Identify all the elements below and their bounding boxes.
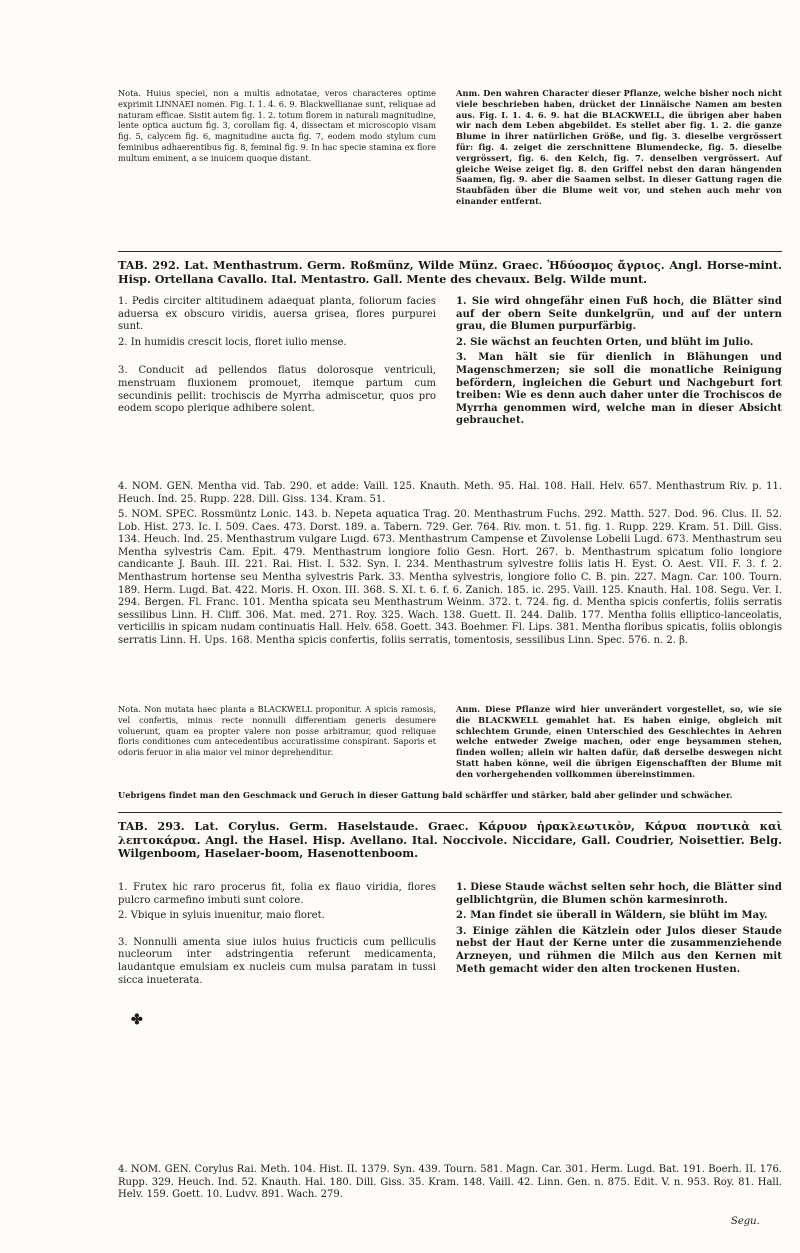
tab293-nom-gen [118, 1164, 782, 1202]
tab292-nom-spec-text: 5. NOM. SPEC. Rossmüntz Lonic. 143. b. Nepeta aquatica Trag. 20. Menthastrum Fuchs. 292. Matth. 527. Dod. 96. Clus. II. 52. Lob. Hist. 273. Ic. I. 509. Caes. 473. Dorst. 189. a. Tabern. 729. Ger. 764. Riv. mon. t. 51. fig. 1. Rupp. 229. Kram. 51. Dill. Giss. 134. Heuch. Ind. 25. Menthastrum vulgare Lugd. 673. Menthastrum Campense et Zuvolense Lobelii Lugd. 673. Menthastrum seu Mentha sylvestris Cam. Epit. 479. Menthastrum longiore folio Gesn. Hort. 267. b. Menthastrum spicatum folio longiore candicante J. Bauh. III. 221. Rai. Hist. I. 532. Syn. I. 234. Menthastrum sylvestre foliis latis H. Eyst. O. Aest. VII. F. 3. f. 2. Menthastrum hortense seu Mentha sylvestris Park. 33. Mentha sylvestris, longiore folio C. B. pin. 227. Magn. Car. 100. Tourn. 189. Herm. Lugd. Bat. 422. Moris. H. Oxon. III. 368. S. XI. t. 6. f. 6. Zanich. 185. ic. 295. Vaill. 125. Knauth. Hal. 108. Segu. Ver. I. 294. Bergen. Fl. Franc. 101. Mentha spicata seu Menthastrum Weinm. 372. t. 724. fig. d. Mentha spicis confertis, foliis serratis sessilibus Linn. H. Cliff. 306. Mat. med. 271. Roy. 325. Wach. 138. Guett. II. 244. Dalib. 177. Mentha foliis elliptico-lanceolatis, verticillis in spicam nudam continuatis Hall. Helv. 658. Goett. 343. Boehmer. Fl. Lips. 381. Mentha floribus spicatis, foliis oblongis serratis Linn. H. Ups. 168. Mentha spicis confertis, foliis serratis, tomentosis, sessilibus Linn. Spec. 576. n. 2. β. [118, 509, 782, 646]
tab293-german-item-1: 1. Diese Staude wächst selten sehr hoch, die Blätter sind gelblichtgrün, die Blumen schön karmesinroth. [456, 882, 782, 906]
tab293-german-item-2: 2. Man findet sie überall in Wäldern, sie blüht im May. [456, 910, 768, 922]
top-note-german [456, 88, 782, 207]
tab293-german-item-3: 3. Einige zählen die Kätzlein oder Julos dieser Staude nebst der Haut der Kerne unter die zusammenziehende Arzneyen, und rühmen die Milch aus den Kernen mit Meth gemacht wider den alten trockenen Husten. [456, 925, 782, 975]
tab293-german-column [456, 882, 782, 979]
tab292-german-item-2: 2. Sie wächst an feuchten Orten, und blüht im Julio. [456, 336, 754, 348]
tab292-header [118, 259, 782, 286]
tab292-nota-german-text: Anm. Diese Pflanze wird hier unverändert vorgestellet, so, wie sie die BLACKWELL gemahlet hat. Es haben einige, obgleich mit schlechtem Grunde, einen Unterschied des Geschlechtes in Aehren welche entweder Zweige machen, oder enge beysammen stehen, finden wollen; allein wir halten dafür, daß derselbe deswegen nicht Statt haben könne, weil die übrigen Eigenschafften der Blume mit den vorhergehenden vollkommen übereinstimmen. [456, 704, 782, 779]
tab292-nota-latin [118, 704, 436, 758]
tab293-latin-item-3: 3. Nonnulli amenta siue iulos huius fructicis cum pelliculis nucleorum inter adstringentia referunt medicamenta, laudantque emulsiam ex nucleis cum mulsa paratam in tussi sicca inueterata. [118, 936, 436, 986]
tab292-nom-gen [118, 481, 782, 506]
tab292-german-column [456, 296, 782, 431]
tab292-nota-tail-text: Uebrigens findet man den Geschmack und Geruch in dieser Gattung bald schärffer und stärker, bald aber gelinder und schwächer. [118, 790, 733, 800]
top-note-german-text: Anm. Den wahren Character dieser Pflanze, welche bisher noch nicht viele beschrieben haben, drücket der Linnäische Namen am besten aus. Fig. I. 1. 4. 6. 9. hat die BLACKWELL, die übrigen aber haben wir nach dem Leben abgebildet. Es stellet aber fig. 1. 2. die ganze Blume in ihrer natürlichen Größe, und fig. 3. dieselbe vergrössert für: fig. 4. zeiget die zerschnittene Blumendecke, fig. 5. dieselbe vergrössert, fig. 6. den Kelch, fig. 7. denselben vergrössert. Auf gleiche Weise zeiget fig. 8. den Griffel nebst den daran hängenden Saamen, fig. 9. aber die Saamen selbst. In dieser Gattung ragen die Staubfäden über die Blume weit vor, und stehen auch mehr von einander entfernt. [456, 88, 782, 206]
tab292-nom-gen-text: 4. NOM. GEN. Mentha vid. Tab. 290. et adde: Vaill. 125. Knauth. Meth. 95. Hal. 108. Hall. Helv. 657. Menthastrum Riv. p. 11. Heuch. Ind. 25. Rupp. 228. Dill. Giss. 134. Kram. 51. [118, 481, 782, 505]
tab292-nota-german [456, 704, 782, 780]
tab293-latin-item-2: 2. Vbique in syluis inuenitur, maio floret. [118, 910, 325, 922]
ornament-mark: ✤ [131, 1012, 143, 1028]
tab292-header-text: TAB. 292. Lat. Menthastrum. Germ. Roßmünz, Wilde Münz. Graec. Ἡδύοσμος ἄγριος. Angl. Horse-mint. Hisp. Ortellana Cavallo. Ital. Mentastro. Gall. Mente des chevaux. Belg. Wilde munt. [118, 258, 782, 286]
tab293-header [118, 820, 782, 861]
divider-middle [118, 812, 782, 813]
tab292-german-item-3: 3. Man hält sie für dienlich in Blähungen und Magenschmerzen; sie soll die monatliche Reinigung befördern, ingleichen die Geburt und Nachgeburt fort treiben: Wie es denn auch daher unter die Trochiscos de Myrrha genommen wird, welche man in dieser Absicht gebrauchet. [456, 352, 782, 427]
tab292-german-item-1: 1. Sie wird ohngefähr einen Fuß hoch, die Blätter sind auf der obern Seite dunkelgrün, und auf der untern grau, die Blumen purpurfärbig. [456, 296, 782, 333]
tab293-latin-item-1: 1. Frutex hic raro procerus fit, folia ex flauo viridia, flores pulcro carmefino imbuti sunt colore. [118, 882, 436, 906]
divider-top [118, 251, 782, 252]
tab292-nota-latin-text: Nota. Non mutata haec planta a BLACKWELL proponitur. A spicis ramosis, vel confertis, minus recte nonnulli differentiam generis desumere voluerunt, quam ea propter valere non posse arbitramur, quod reliquae floris conditiones cum antecedentibus accuratissime conspirant. Saporis et odoris feruor in alia maior vel minor deprehenditur. [118, 704, 436, 758]
tab292-latin-column [118, 296, 436, 419]
tab293-header-text: TAB. 293. Lat. Corylus. Germ. Haselstaude. Graec. Κάρυον ἡρακλεωτικὸν, Κάρυα ποντικὰ καὶ λεπτοκάρυα. Angl. the Hasel. Hisp. Avellano. Ital. Noccivole. Niccidare, Gall. Coudrier, Noisettier. Belg. Wilgenboom, Haselaer-boom, Hasenottenboom. [118, 819, 782, 861]
tab293-nom-gen-text: 4. NOM. GEN. Corylus Rai. Meth. 104. Hist. II. 1379. Syn. 439. Tourn. 581. Magn. Car. 301. Herm. Lugd. Bat. 191. Boerh. II. 176. Rupp. 329. Heuch. Ind. 52. Knauth. Hal. 180. Dill. Giss. 35. Kram. 148. Vaill. 42. Linn. Gen. n. 875. Edit. V. n. 953. Roy. 81. Hall. Helv. 159. Goett. 10. Ludvv. 891. Wach. 279. [118, 1164, 782, 1201]
tab292-nom-spec [118, 509, 782, 648]
tab293-latin-column [118, 882, 436, 990]
catchword: Segu. [731, 1216, 760, 1227]
top-note-latin [118, 88, 436, 164]
tab292-latin-item-3: 3. Conducit ad pellendos flatus dolorosque ventriculi, menstruam fluxionem promouet, itemque partum cum secundinis pellit: trochiscis de Myrrha admiscetur, quos pro eodem scopo plerique adhibere solent. [118, 365, 436, 415]
top-note-latin-text: Nota. Huius speciei, non a multis adnotatae, veros characteres optime exprimit LINNAEI nomen. Fig. I. 1. 4. 6. 9. Blackwellianae sunt, reliquae ad naturam efficae. Sistit autem fig. 1. 2. totum florem in naturali magnitudine, lente optica auctum fig. 3, corollam fig. 4, dissectam et microscopio visam fig. 5, calycem fig. 6, magnitudine aucta fig. 7, eodem modo stylum cum feminibus adhaerentibus fig. 8, feminal fig. 9. In hac specie stamina ex flore multum eminent, a se inuicem quoque distant. [118, 88, 436, 163]
tab292-nota-tail [118, 790, 782, 801]
tab292-latin-item-1: 1. Pedis circiter altitudinem adaequat planta, foliorum facies aduersa ex obscuro viridis, auersa grisea, flores purpurei sunt. [118, 296, 436, 333]
tab292-latin-item-2: 2. In humidis crescit locis, floret iulio mense. [118, 336, 347, 348]
